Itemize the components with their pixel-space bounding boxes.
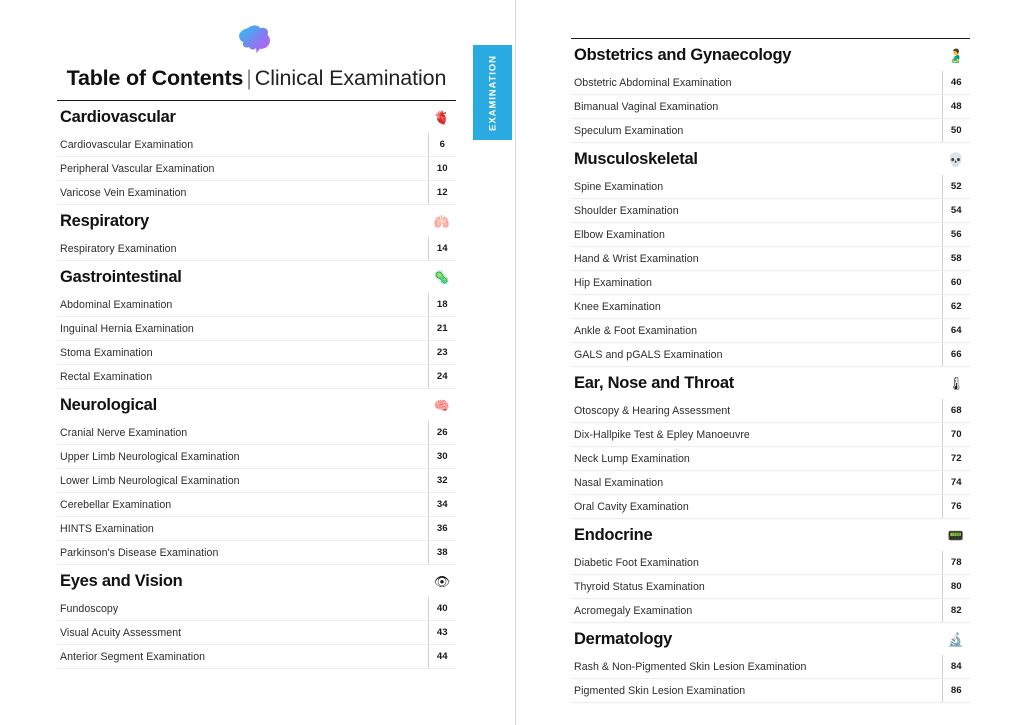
toc-entry-page-number: 68 [942, 399, 970, 423]
toc-entry-page-number: 32 [428, 469, 456, 493]
section-title: Gastrointestinal [57, 261, 428, 294]
toc-entry-label: Shoulder Examination [571, 199, 942, 223]
toc-entry-label: Inguinal Hernia Examination [57, 317, 428, 341]
page-divider [515, 0, 516, 725]
toc-entry-row[interactable] [571, 551, 970, 575]
toc-entry-label: Pigmented Skin Lesion Examination [571, 679, 942, 703]
toc-section-header [57, 205, 456, 238]
toc-entry-page-number: 30 [428, 445, 456, 469]
toc-entry-label: Elbow Examination [571, 223, 942, 247]
toc-entry-page-number: 23 [428, 341, 456, 365]
toc-entry-page-number: 24 [428, 365, 456, 389]
toc-entry-row[interactable] [57, 421, 456, 445]
toc-entry-page-number: 10 [428, 157, 456, 181]
toc-entry-row[interactable] [57, 445, 456, 469]
toc-entry-page-number: 76 [942, 495, 970, 519]
toc-entry-page-number: 38 [428, 541, 456, 565]
toc-entry-row[interactable] [571, 223, 970, 247]
toc-entry-label: Otoscopy & Hearing Assessment [571, 399, 942, 423]
toc-left [57, 100, 456, 669]
toc-entry-label: Cerebellar Examination [57, 493, 428, 517]
toc-entry-label: Dix-Hallpike Test & Epley Manoeuvre [571, 423, 942, 447]
toc-entry-label: Hand & Wrist Examination [571, 247, 942, 271]
title-separator: | [246, 66, 252, 90]
toc-entry-row[interactable] [571, 679, 970, 703]
toc-entry-label: Hip Examination [571, 271, 942, 295]
section-title: Cardiovascular [57, 101, 428, 134]
toc-entry-row[interactable] [571, 95, 970, 119]
toc-entry-row[interactable] [57, 493, 456, 517]
masthead [57, 24, 456, 92]
toc-entry-label: Nasal Examination [571, 471, 942, 495]
toc-entry-page-number: 86 [942, 679, 970, 703]
section-tab-examination[interactable] [473, 45, 512, 140]
toc-entry-label: Ankle & Foot Examination [571, 319, 942, 343]
section-title: Neurological [57, 389, 428, 422]
toc-section-header [571, 519, 970, 552]
toc-entry-row[interactable] [57, 237, 456, 261]
toc-entry-label: HINTS Examination [57, 517, 428, 541]
toc-entry-row[interactable] [571, 447, 970, 471]
toc-section-header [57, 101, 456, 134]
toc-entry-label: Varicose Vein Examination [57, 181, 428, 205]
toc-entry-label: Thyroid Status Examination [571, 575, 942, 599]
toc-entry-label: Lower Limb Neurological Examination [57, 469, 428, 493]
title-light: Clinical Examination [254, 66, 447, 90]
toc-entry-page-number: 74 [942, 471, 970, 495]
section-title: Eyes and Vision [57, 565, 428, 598]
toc-entry-label: Upper Limb Neurological Examination [57, 445, 428, 469]
toc-section-header [57, 389, 456, 422]
toc-entry-page-number: 64 [942, 319, 970, 343]
toc-entry-row[interactable] [57, 181, 456, 205]
toc-entry-page-number: 21 [428, 317, 456, 341]
toc-entry-page-number: 52 [942, 175, 970, 199]
otoscope-icon: 🌡 [942, 367, 970, 400]
toc-entry-label: Abdominal Examination [57, 293, 428, 317]
toc-entry-label: Peripheral Vascular Examination [57, 157, 428, 181]
toc-entry-row[interactable] [57, 157, 456, 181]
toc-entry-label: Spine Examination [571, 175, 942, 199]
section-tab-label: EXAMINATION [487, 54, 498, 131]
section-title: Musculoskeletal [571, 143, 942, 176]
toc-entry-page-number: 44 [428, 645, 456, 669]
eye-icon: 👁 [428, 565, 456, 598]
toc-entry-row[interactable] [57, 317, 456, 341]
toc-entry-row[interactable] [57, 517, 456, 541]
toc-entry-row[interactable] [571, 319, 970, 343]
microscope-icon: 🔬 [942, 623, 970, 656]
toc-entry-row[interactable] [571, 655, 970, 679]
heart-organ-icon: 🫀 [428, 101, 456, 134]
title-strong: Table of Contents [66, 66, 244, 90]
toc-entry-label: Rash & Non-Pigmented Skin Lesion Examination [571, 655, 942, 679]
toc-entry-row[interactable] [571, 71, 970, 95]
toc-entry-row[interactable] [571, 575, 970, 599]
toc-entry-page-number: 26 [428, 421, 456, 445]
toc-section-header [571, 143, 970, 176]
toc-entry-row[interactable] [571, 175, 970, 199]
toc-entry-page-number: 34 [428, 493, 456, 517]
toc-entry-row[interactable] [571, 271, 970, 295]
toc-section-header [57, 565, 456, 598]
toc-entry-page-number: 12 [428, 181, 456, 205]
toc-entry-label: Knee Examination [571, 295, 942, 319]
toc-entry-page-number: 18 [428, 293, 456, 317]
toc-entry-page-number: 56 [942, 223, 970, 247]
toc-section-header [571, 39, 970, 72]
toc-entry-row[interactable] [571, 471, 970, 495]
toc-entry-row[interactable] [571, 495, 970, 519]
toc-entry-row[interactable] [571, 599, 970, 623]
stomach-icon: 🦠 [428, 261, 456, 294]
toc-entry-label: Bimanual Vaginal Examination [571, 95, 942, 119]
toc-entry-row[interactable] [571, 423, 970, 447]
toc-entry-row[interactable] [571, 343, 970, 367]
toc-entry-page-number: 62 [942, 295, 970, 319]
toc-entry-page-number: 43 [428, 621, 456, 645]
toc-section-header [57, 261, 456, 294]
toc-entry-label: Cranial Nerve Examination [57, 421, 428, 445]
toc-entry-row[interactable] [571, 119, 970, 143]
lungs-icon: 🫁 [428, 205, 456, 238]
toc-entry-page-number: 82 [942, 599, 970, 623]
brain-logo [57, 24, 456, 62]
toc-entry-page-number: 14 [428, 237, 456, 261]
toc-entry-page-number: 80 [942, 575, 970, 599]
toc-entry-label: Visual Acuity Assessment [57, 621, 428, 645]
toc-entry-label: Rectal Examination [57, 365, 428, 389]
toc-entry-row[interactable] [57, 341, 456, 365]
toc-section-header [571, 623, 970, 656]
toc-table-right [571, 38, 970, 703]
brain-icon: 🧠 [428, 389, 456, 422]
toc-entry-row[interactable] [57, 293, 456, 317]
toc-entry-label: Parkinson's Disease Examination [57, 541, 428, 565]
toc-entry-row[interactable] [571, 199, 970, 223]
toc-entry-row[interactable] [57, 133, 456, 157]
toc-entry-row[interactable] [57, 469, 456, 493]
toc-entry-row[interactable] [571, 399, 970, 423]
section-title: Obstetrics and Gynaecology [571, 39, 942, 72]
toc-entry-page-number: 58 [942, 247, 970, 271]
toc-entry-row[interactable] [57, 541, 456, 565]
toc-entry-row[interactable] [57, 597, 456, 621]
page-title [57, 62, 456, 92]
toc-entry-page-number: 36 [428, 517, 456, 541]
toc-entry-page-number: 48 [942, 95, 970, 119]
toc-entry-page-number: 6 [428, 133, 456, 157]
toc-entry-row[interactable] [57, 645, 456, 669]
toc-entry-page-number: 70 [942, 423, 970, 447]
toc-entry-label: Anterior Segment Examination [57, 645, 428, 669]
toc-entry-page-number: 46 [942, 71, 970, 95]
section-title: Dermatology [571, 623, 942, 656]
toc-entry-page-number: 72 [942, 447, 970, 471]
bone-skull-icon: 💀 [942, 143, 970, 176]
toc-entry-row[interactable] [57, 365, 456, 389]
toc-entry-label: Obstetric Abdominal Examination [571, 71, 942, 95]
toc-entry-label: Respiratory Examination [57, 237, 428, 261]
toc-entry-label: Oral Cavity Examination [571, 495, 942, 519]
toc-entry-row[interactable] [571, 295, 970, 319]
toc-section-header [571, 367, 970, 400]
toc-entry-page-number: 54 [942, 199, 970, 223]
toc-entry-page-number: 78 [942, 551, 970, 575]
toc-entry-label: Diabetic Foot Examination [571, 551, 942, 575]
toc-entry-page-number: 66 [942, 343, 970, 367]
toc-entry-label: Neck Lump Examination [571, 447, 942, 471]
toc-entry-row[interactable] [571, 247, 970, 271]
toc-entry-page-number: 50 [942, 119, 970, 143]
toc-right [571, 38, 970, 703]
section-title: Endocrine [571, 519, 942, 552]
toc-entry-page-number: 84 [942, 655, 970, 679]
section-title: Respiratory [57, 205, 428, 238]
toc-entry-label: GALS and pGALS Examination [571, 343, 942, 367]
toc-entry-label: Speculum Examination [571, 119, 942, 143]
uterus-icon: 🫃 [942, 39, 970, 72]
toc-entry-label: Fundoscopy [57, 597, 428, 621]
toc-entry-row[interactable] [57, 621, 456, 645]
section-title: Ear, Nose and Throat [571, 367, 942, 400]
toc-entry-label: Cardiovascular Examination [57, 133, 428, 157]
glucose-meter-icon: 📟 [942, 519, 970, 552]
toc-entry-label: Acromegaly Examination [571, 599, 942, 623]
toc-entry-page-number: 40 [428, 597, 456, 621]
toc-entry-label: Stoma Examination [57, 341, 428, 365]
toc-entry-page-number: 60 [942, 271, 970, 295]
toc-table-left [57, 100, 456, 669]
